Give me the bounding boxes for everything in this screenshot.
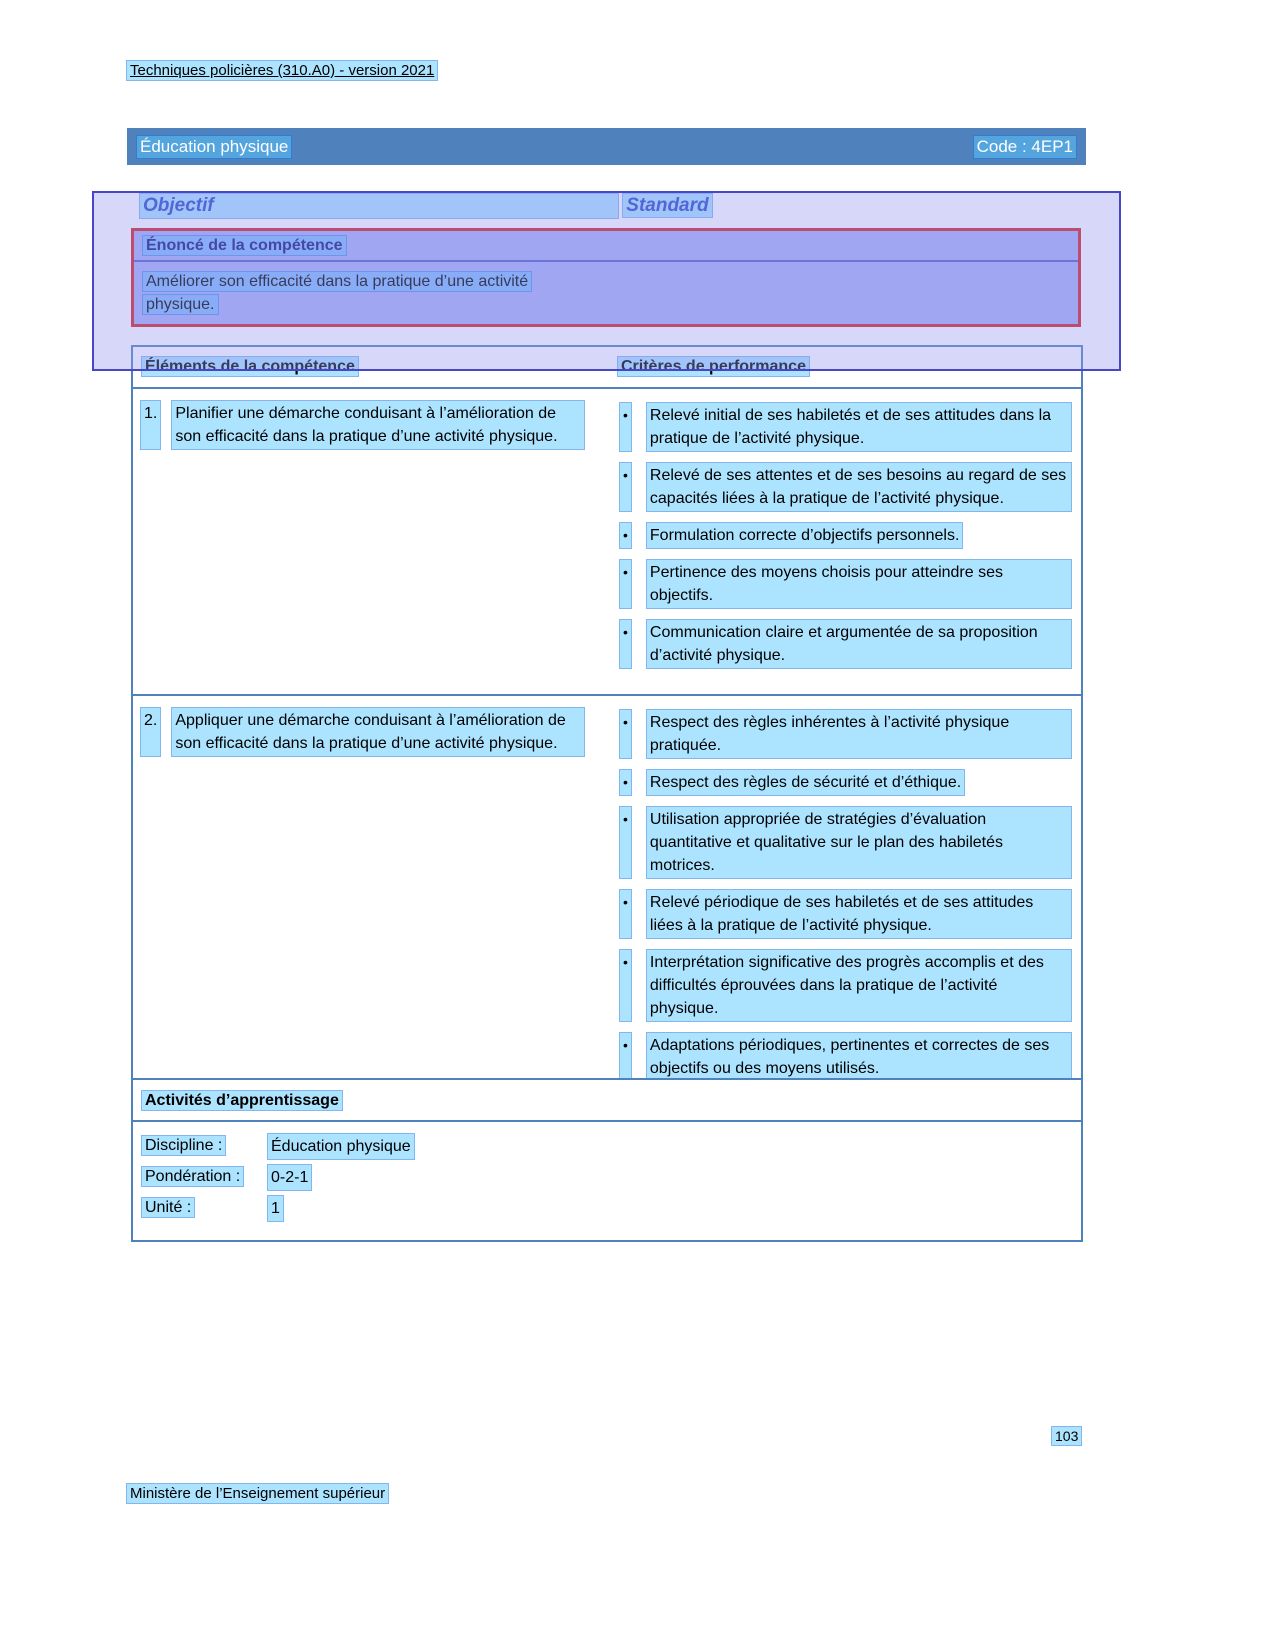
element-text: Appliquer une démarche conduisant à l’amélioration de son efficacité dans la pratique d’une activité physique.	[172, 708, 584, 756]
criteria-column-header	[608, 355, 1081, 378]
bullet-icon: •	[620, 807, 631, 878]
course-code: Code : 4EP1	[974, 136, 1076, 158]
bullet-icon: •	[620, 890, 631, 938]
activities-row	[142, 1165, 1072, 1190]
activities-body	[133, 1122, 1081, 1240]
activity-label	[142, 1134, 268, 1159]
title-bar	[127, 128, 1086, 165]
criterion-item	[620, 950, 1071, 1021]
activities-heading: Activités d’apprentissage	[142, 1091, 342, 1110]
bullet-icon: •	[620, 950, 631, 1021]
activities-row	[142, 1196, 1072, 1221]
ponderation-value: 0-2-1	[268, 1165, 311, 1190]
objective-standard-row	[140, 194, 1080, 218]
activity-label	[142, 1196, 268, 1221]
footer-text: Ministère de l’Enseignement supérieur	[127, 1484, 388, 1503]
enonce-box	[131, 228, 1081, 327]
enonce-heading: Énoncé de la compétence	[143, 236, 346, 255]
criterion-item	[620, 403, 1071, 451]
bullet-icon: •	[620, 770, 631, 795]
bullet-icon: •	[620, 710, 631, 758]
running-footer	[127, 1485, 388, 1502]
element-text: Planifier une démarche conduisant à l’amélioration de son efficacité dans la pratique d’une activité physique.	[172, 401, 584, 449]
criterion-item	[620, 523, 1071, 548]
criterion-item	[620, 560, 1071, 608]
unite-label: Unité :	[142, 1198, 194, 1217]
table-row	[133, 389, 1081, 696]
course-title: Éducation physique	[137, 136, 291, 158]
criterion-text: Pertinence des moyens choisis pour atteindre ses objectifs.	[647, 560, 1071, 608]
criterion-item	[620, 463, 1071, 511]
criterion-text: Relevé périodique de ses habiletés et de ses attitudes liées à la pratique de l’activité physique.	[647, 890, 1071, 938]
bullet-icon: •	[620, 560, 631, 608]
header-text: Techniques policières (310.A0) - version 2021	[127, 61, 437, 80]
activity-label	[142, 1165, 268, 1190]
discipline-value: Éducation physique	[268, 1134, 414, 1159]
bullet-icon: •	[620, 1033, 631, 1081]
criteria-header-text: Critères de performance	[618, 357, 809, 376]
competence-table	[131, 345, 1083, 1192]
criterion-text: Relevé initial de ses habiletés et de ses attitudes dans la pratique de l’activité physique.	[647, 403, 1071, 451]
criterion-text: Utilisation appropriée de stratégies d’évaluation quantitative et qualitative sur le plan des habiletés motrices.	[647, 807, 1071, 878]
criteria-list	[620, 403, 1071, 668]
criterion-item	[620, 1033, 1071, 1081]
bullet-icon: •	[620, 463, 631, 511]
page-number-text: 103	[1052, 1427, 1081, 1445]
criterion-text: Respect des règles inhérentes à l’activité physique pratiquée.	[647, 710, 1071, 758]
activities-box	[131, 1078, 1083, 1242]
bullet-icon: •	[620, 523, 631, 548]
ponderation-label: Pondération :	[142, 1167, 243, 1186]
criterion-item	[620, 890, 1071, 938]
criterion-text: Formulation correcte d’objectifs personnels.	[647, 523, 962, 548]
page-number	[1052, 1428, 1081, 1444]
enonce-text: Améliorer son efficacité dans la pratique d’une activité physique.	[143, 272, 531, 314]
bullet-icon: •	[620, 620, 631, 668]
criterion-item	[620, 807, 1071, 878]
objective-heading: Objectif	[140, 194, 618, 218]
elements-column-header	[133, 355, 608, 378]
discipline-label: Discipline :	[142, 1136, 225, 1155]
activities-heading-band	[133, 1080, 1081, 1122]
criteria-cell	[608, 399, 1081, 680]
enonce-body	[134, 262, 594, 324]
criterion-text: Relevé de ses attentes et de ses besoins au regard de ses capacités liées à la pratique de l’activité physique.	[647, 463, 1071, 511]
standard-heading: Standard	[623, 194, 711, 217]
element-number: 1.	[141, 401, 160, 449]
criterion-item	[620, 620, 1071, 668]
criterion-item	[620, 770, 1071, 795]
element-cell	[133, 399, 608, 680]
criterion-text: Interprétation significative des progrès accomplis et des difficultés éprouvées dans la pratique de l’activité physique.	[647, 950, 1071, 1021]
activities-row	[142, 1134, 1072, 1159]
table-header-row	[133, 347, 1081, 389]
criterion-item	[620, 710, 1071, 758]
criterion-text: Adaptations périodiques, pertinentes et correctes de ses objectifs ou des moyens utilisés.	[647, 1033, 1071, 1081]
bullet-icon: •	[620, 403, 631, 451]
running-header	[127, 62, 437, 79]
criterion-text: Respect des règles de sécurité et d’éthique.	[647, 770, 964, 795]
unite-value: 1	[268, 1196, 283, 1221]
enonce-title-band	[134, 231, 1078, 262]
element-number: 2.	[141, 708, 160, 756]
criterion-text: Communication claire et argumentée de sa proposition d’activité physique.	[647, 620, 1071, 668]
elements-header-text: Éléments de la compétence	[142, 357, 358, 376]
